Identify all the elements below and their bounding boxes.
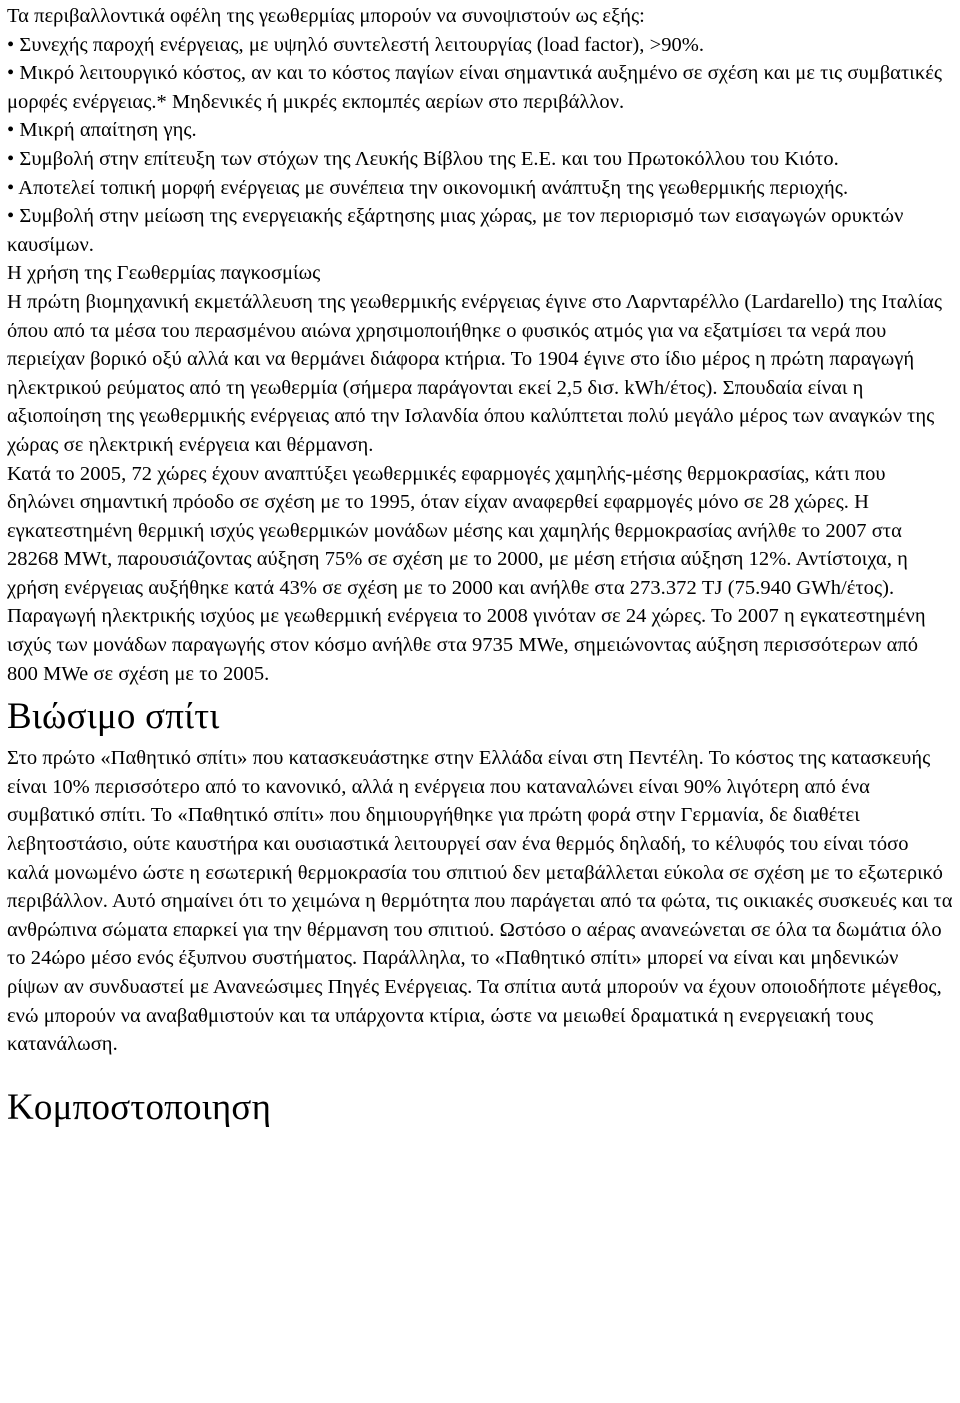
benefit-bullet-white-paper: • Συμβολή στην επίτευξη των στόχων της Λευκής Βίβλου της Ε.Ε. και του Πρωτοκόλλου του Κιότο. [7, 147, 839, 170]
history-paragraph: Η πρώτη βιομηχανική εκμετάλλευση της γεωθερμικής ενέργειας έγινε στο Λαρνταρέλλο (Lardarello) της Ιταλίας όπου από τα μέσα του περασμένου αιώνα χρησιμοποιήθηκε ο φυσικός ατμός για να εξατμίσει τα νερά που περιείχαν βορικό οξύ αλλά και να θερμάνει διάφορα κτήρια. Το 1904 έγινε στο ίδιο μέρος η πρώτη παραγωγή ηλεκτρικού ρεύματος από τη γεωθερμία (σήμερα παράγονται εκεί 2,5 δισ. kWh/έτος). Σπουδαία είναι η αξιοποίηση της γεωθερμικής ενέργειας από την Ισλανδία όπου καλύπτεται πολύ μεγάλο μέρος των αναγκών της χώρας σε ηλεκτρική ενέργεια και θέρμανση. [7, 290, 942, 456]
benefit-bullet-land: • Μικρή απαίτηση γης. [7, 119, 197, 142]
benefit-bullet-continuous-supply: • Συνεχής παροχή ενέργειας, με υψηλό συντελεστή λειτουργίας (load factor), >90%. [7, 33, 705, 56]
geothermal-intro: Τα περιβαλλοντικά οφέλη της γεωθερμίας μπορούν να συνοψιστούν ως εξής: [7, 5, 645, 27]
worldwide-use-title: Η χρήση της Γεωθερμίας παγκοσμίως [7, 262, 321, 285]
composting-heading: Κομποστοποιηση [7, 1086, 272, 1128]
benefit-bullet-local-energy: • Αποτελεί τοπική μορφή ενέργειας με συνέπεια την οικονομική ανάπτυξη της γεωθερμικής περιοχής. [7, 176, 849, 199]
sustainable-house-paragraph: Στο πρώτο «Παθητικό σπίτι» που κατασκευάστηκε στην Ελλάδα είναι στη Πεντέλη. Το κόστος της κατασκευής είναι 10% περισσότερο από το κανονικό, αλλά η ενέργεια που καταναλώνει είναι 90% λιγότερη από ένα συμβατικό σπίτι. Το «Παθητικό σπίτι» που δημιουργήθηκε για πρώτη φορά στην Γερμανία, δε διαθέτει λεβητοστάσιο, ούτε καυστήρα και ουσιαστικά λειτουργεί σαν ένα θερμός δηλαδή, το κέλυφός του είναι τόσο καλά μονωμένο ώστε η εσωτερική θερμοκρασία του σπιτιού δεν μεταβάλλεται εύκολα σε σχέση με το εξωτερικό περιβάλλον. Αυτό σημαίνει ότι το χειμώνα η θερμότητα που παράγεται από τα φώτα, τις οικιακές συσκευές και τα ανθρώπινα σώματα επαρκεί για την θέρμανση του σπιτιού. Ωστόσο ο αέρας ανανεώνεται σε όλα τα δωμάτια όλο το 24ώρο μέσο ενός έξυπνου συστήματος. Παράλληλα, το «Παθητικό σπίτι» μπορεί να είναι και μηδενικών ρίψων αν συνδυαστεί με Ανανεώσιμες Πηγές Ενέργειας. Τα σπίτια αυτά μπορούν να έχουν οποιοδήποτε μέγεθος, ενώ μπορούν να αναβαθμιστούν και τα υπάρχοντα κτίρια, ώστε να μειωθεί δραματικά η ενεργειακή τους κατανάλωση. [7, 747, 953, 1056]
electric-power-paragraph: Παραγωγή ηλεκτρικής ισχύος με γεωθερμική ενέργεια το 2008 γινόταν σε 24 χώρες. Το 2007 η εγκατεστημένη ισχύς των μονάδων παραγωγής στον κόσμο ανήλθε στα 9735 MWe, σημειώνοντας αύξηση περισσότερων από 800 MWe σε σχέση με το 2005. [7, 605, 926, 685]
year-2005-paragraph: Κατά το 2005, 72 χώρες έχουν αναπτύξει γεωθερμικές εφαρμογές χαμηλής-μέσης θερμοκρασίας, κάτι που δηλώνει σημαντική πρόοδο σε σχέση με το 1995, όταν είχαν αναφερθεί εφαρμογές μόνο σε 28 χώρες. Η εγκατεστημένη θερμική ισχύς γεωθερμικών μονάδων μέσης και χαμηλής θερμοκρασίας ανήλθε το 2007 στα 28268 MWt, παρουσιάζοντας αύξηση 75% σε σχέση με το 2000, με μέση ετήσια αύξηση 12%. Αντίστοιχα, η χρήση ενέργειας αυξήθηκε κατά 43% σε σχέση με το 2000 και ανήλθε στα 273.372 TJ (75.940 GWh/έτος). [7, 462, 908, 599]
benefit-bullet-low-cost: • Μικρό λειτουργικό κόστος, αν και το κόστος παγίων είναι σημαντικά αυξημένο σε σχέση και με τις συμβατικές μορφές ενέργειας.* Μηδενικές ή μικρές εκπομπές αερίων στο περιβάλλον. [7, 62, 943, 113]
benefit-bullet-dependency: • Συμβολή στην μείωση της ενεργειακής εξάρτησης μιας χώρας, με τον περιορισμό των εισαγωγών ορυκτών καυσίμων. [7, 205, 904, 256]
sustainable-house-heading: Βιώσιμο σπίτι [7, 696, 220, 738]
